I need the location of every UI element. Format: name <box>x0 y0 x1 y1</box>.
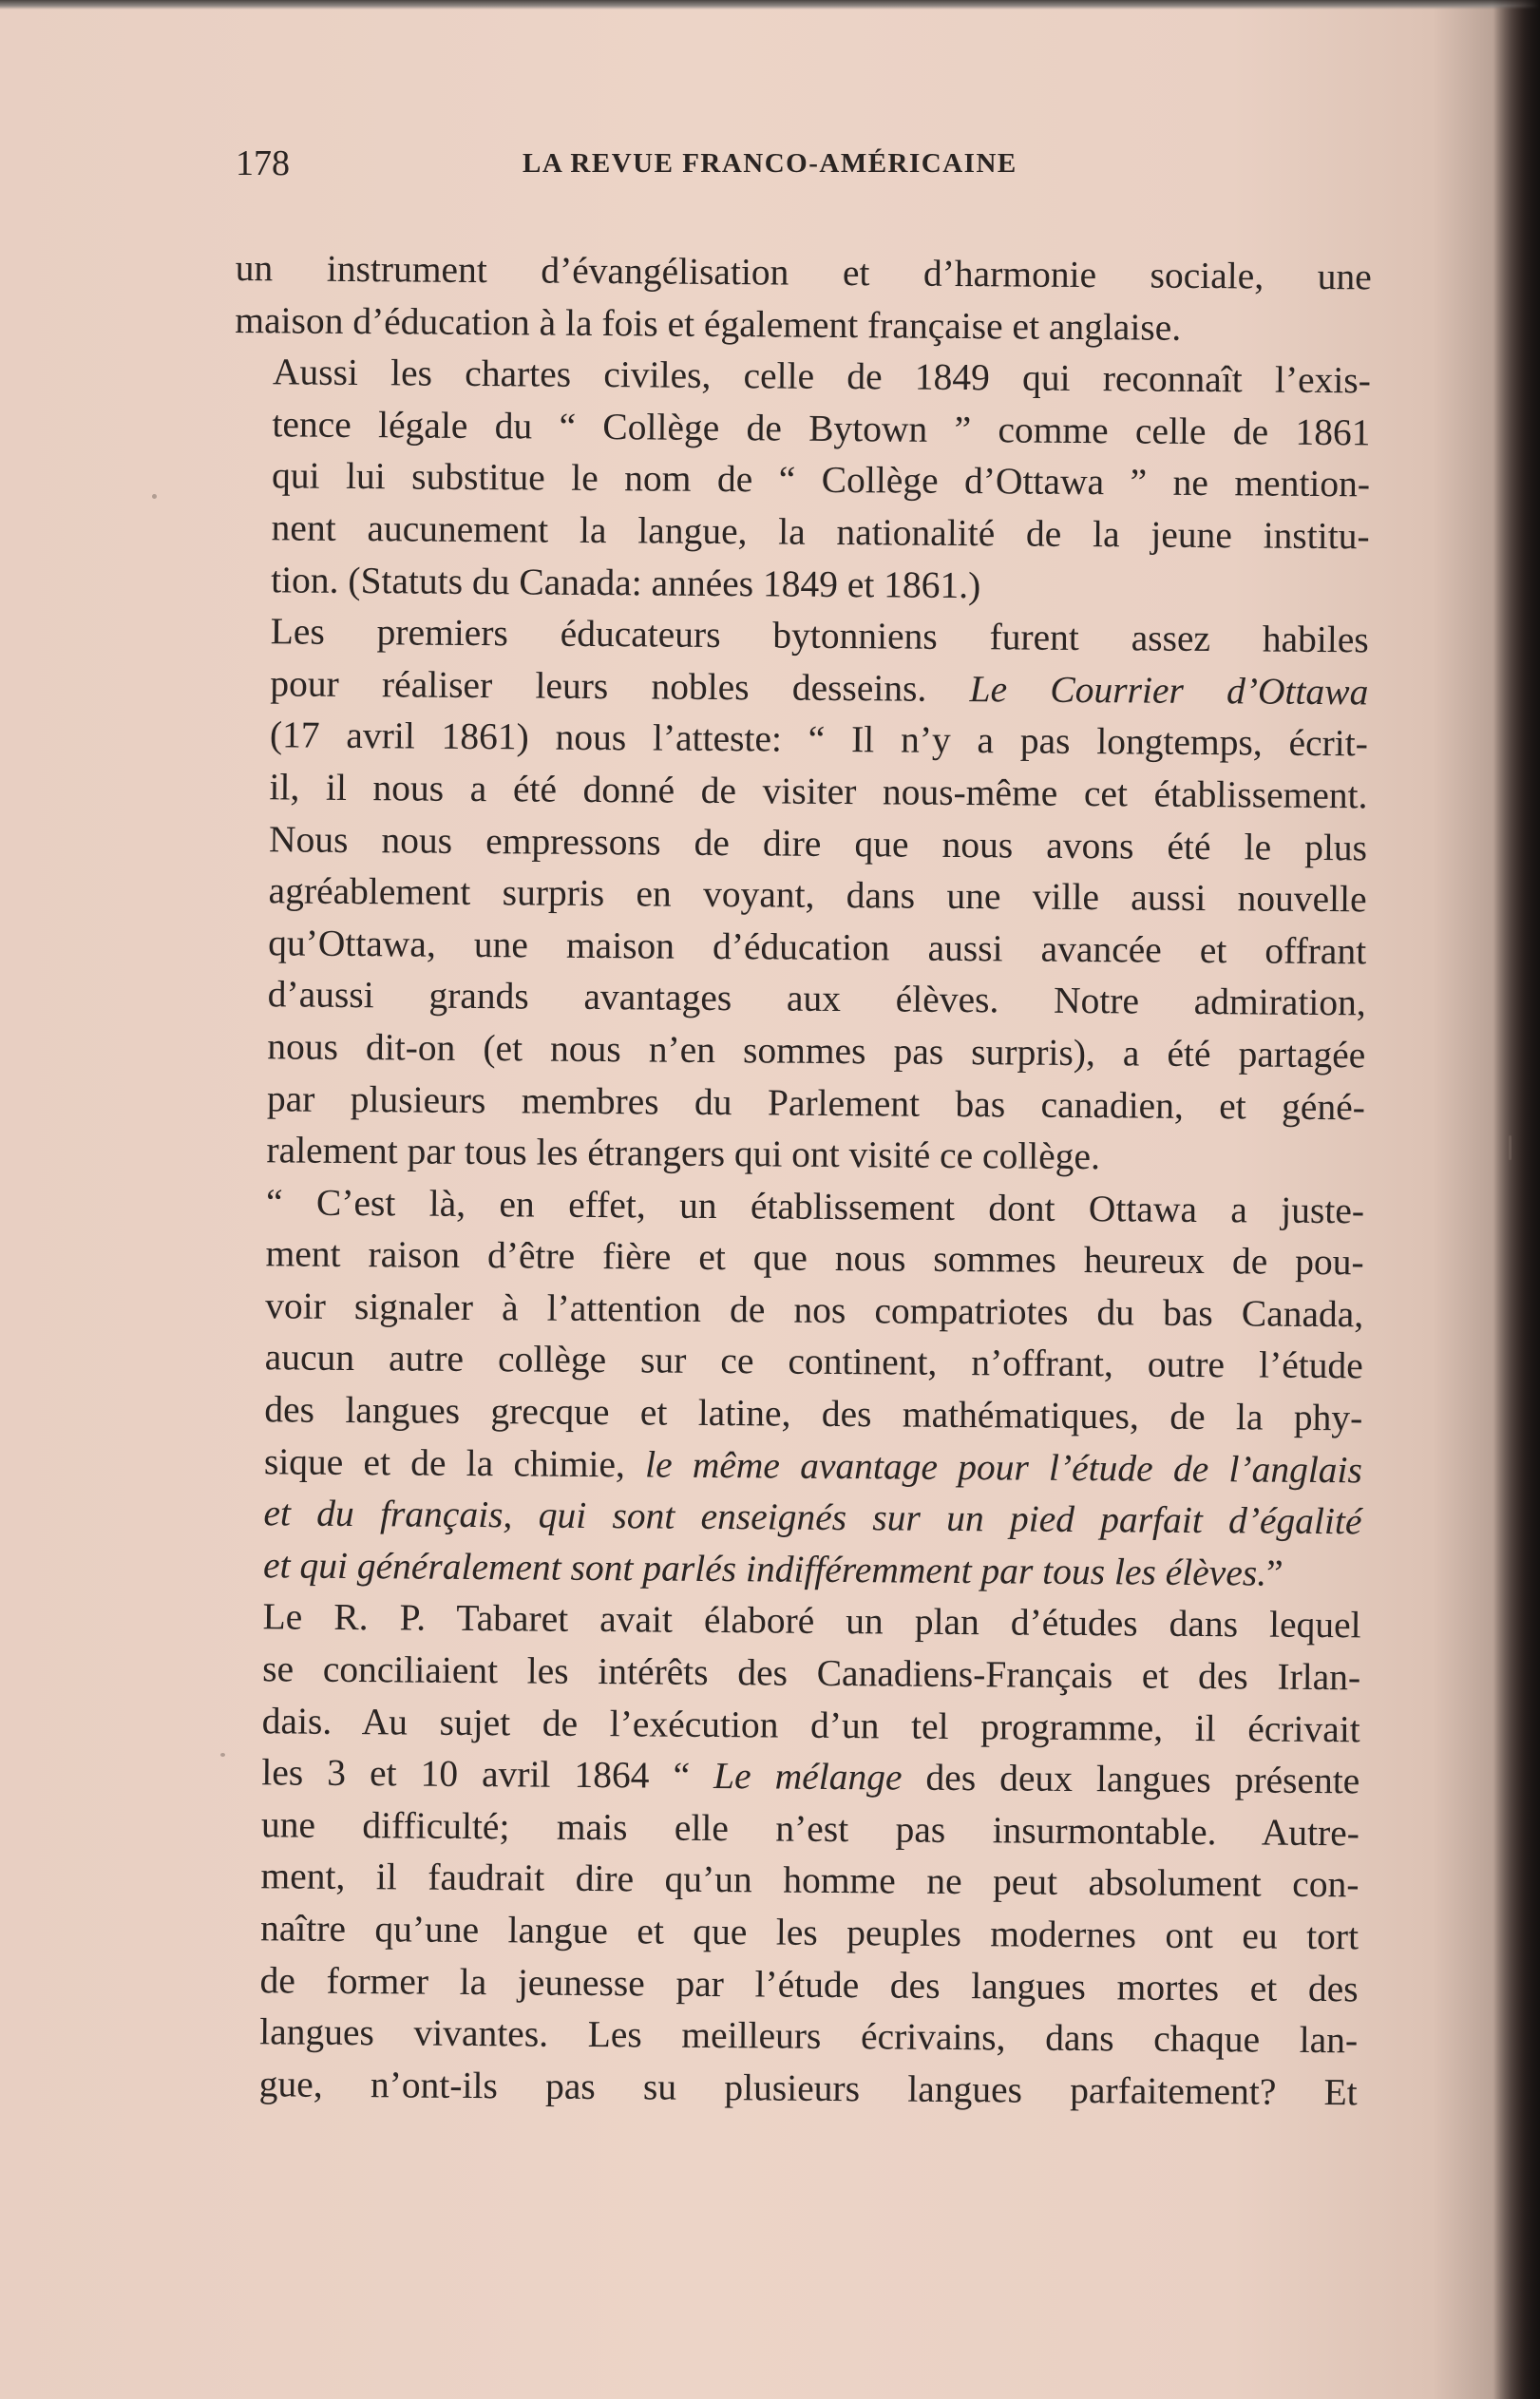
body-text <box>221 242 1372 2119</box>
paragraph-3 <box>228 605 1369 1185</box>
text-line: voir signaler à l’attention de nos compatriotes du bas Canada, <box>265 1285 1364 1336</box>
paper-speck <box>1509 1135 1511 1160</box>
text-line: qui lui substitue le nom de “ Collège d’Ottawa ” ne mention- <box>271 454 1371 505</box>
text-line: maison d’éducation à la fois et également française et anglaise. <box>235 298 1182 349</box>
emphasized-text: et du français, qui sont enseignés sur un pied parfait d’égalité <box>263 1492 1362 1543</box>
text-line: d’aussi grands avantages aux élèves. Notre admiration, <box>267 973 1366 1024</box>
page-number: 178 <box>236 143 290 183</box>
text-run: les 3 et 10 avril 1864 “ <box>261 1751 714 1798</box>
text-line: de former la jeunesse par l’étude des langues mortes et des <box>259 1958 1359 2009</box>
page-header <box>236 143 1366 200</box>
text-line: tion. (Statuts du Canada: années 1849 et 1861.) <box>271 558 981 606</box>
paper-speck <box>152 494 157 499</box>
text-line: se conciliaient les intérêts des Canadiens-Français et des Irlan- <box>262 1647 1361 1699</box>
text-line: nous dit-on (et nous n’en sommes pas surpris), a été partagée <box>267 1025 1366 1076</box>
emphasized-text: le même avantage pour l’étude de l’anglais <box>644 1443 1363 1492</box>
text-run: sique et de la chimie, <box>263 1439 646 1486</box>
text-line <box>232 657 1368 718</box>
text-line <box>223 1746 1359 1807</box>
text-line: ment raison d’être fière et que nous sommes heureux de pou- <box>265 1232 1364 1284</box>
text-line: un instrument d’évangélisation et d’harmonie sociale, une <box>235 246 1372 298</box>
text-line: ralement par tous les étrangers qui ont visité ce collège. <box>266 1129 1101 1178</box>
text-line: Les premiers éducateurs bytonniens furent assez habiles <box>270 610 1369 661</box>
text-line: qu’Ottawa, une maison d’éducation aussi avancée et offrant <box>268 922 1367 973</box>
text-line: tence légale du “ Collège de Bytown ” comme celle de 1861 <box>272 403 1371 454</box>
text-line <box>225 1539 1361 1600</box>
text-run: des deux langues présente <box>902 1756 1360 1802</box>
text-line: naître qu’une langue et que les peuples modernes ont eu tort <box>259 1907 1359 1958</box>
newspaper-title: Le Courrier d’Ottawa <box>969 667 1369 714</box>
text-line: des langues grecque et latine, des mathématiques, de la phy- <box>264 1388 1363 1439</box>
text-line: agréablement surpris en voyant, dans une ville aussi nouvelle <box>268 869 1367 921</box>
closing-quote: ” <box>1265 1552 1283 1594</box>
text-line: gue, n’ont-ils pas su plusieurs langues parfaitement? Et <box>258 2063 1358 2114</box>
emphasized-text: et qui généralement sont parlés indifféremment par tous les élèves. <box>262 1544 1267 1594</box>
text-line: Nous nous empressons de dire que nous avons été le plus <box>268 817 1368 868</box>
text-line: (17 avril 1861) nous l’atteste: “ Il n’y a pas longtemps, écrit- <box>269 714 1369 765</box>
running-title: LA REVUE FRANCO-AMÉRICAINE <box>523 148 1017 179</box>
text-line: par plusieurs membres du Parlement bas canadien, et géné- <box>266 1076 1366 1128</box>
text-line <box>225 1487 1361 1548</box>
text-line: il, il nous a été donné de visiter nous-même cet établissement. <box>269 766 1368 817</box>
text-line: dais. Au sujet de l’exécution d’un tel programme, il écrivait <box>261 1699 1360 1750</box>
text-line: nent aucunement la langue, la nationalité de la jeune institu- <box>271 506 1370 558</box>
emphasized-text: Le mélange <box>713 1755 903 1799</box>
text-line: Le R. P. Tabaret avait élaboré un plan d’études dans lequel <box>262 1595 1361 1647</box>
paragraph-5 <box>221 1590 1361 2118</box>
text-line: une difficulté; mais elle n’est pas insurmontable. Autre- <box>260 1803 1360 1855</box>
page-top-edge <box>0 0 1540 10</box>
text-line: aucun autre collège sur ce continent, n’offrant, outre l’étude <box>264 1336 1363 1387</box>
paragraph-4 <box>225 1176 1364 1600</box>
text-line: ment, il faudrait dire qu’un homme ne peut absolument con- <box>260 1855 1359 1906</box>
text-line <box>226 1436 1362 1496</box>
text-run: pour réaliser leurs nobles desseins. <box>270 662 970 710</box>
paragraph-2 <box>233 346 1371 614</box>
text-line: “ C’est là, en effet, un établissement dont Ottawa a juste- <box>265 1180 1365 1232</box>
text-line: Aussi les chartes civiles, celle de 1849 qui reconnaît l’exis- <box>272 351 1372 402</box>
paragraph-1 <box>235 242 1372 355</box>
text-line: langues vivantes. Les meilleurs écrivains, dans chaque lan- <box>259 2010 1359 2062</box>
page-binding-shadow <box>1492 0 1540 2399</box>
